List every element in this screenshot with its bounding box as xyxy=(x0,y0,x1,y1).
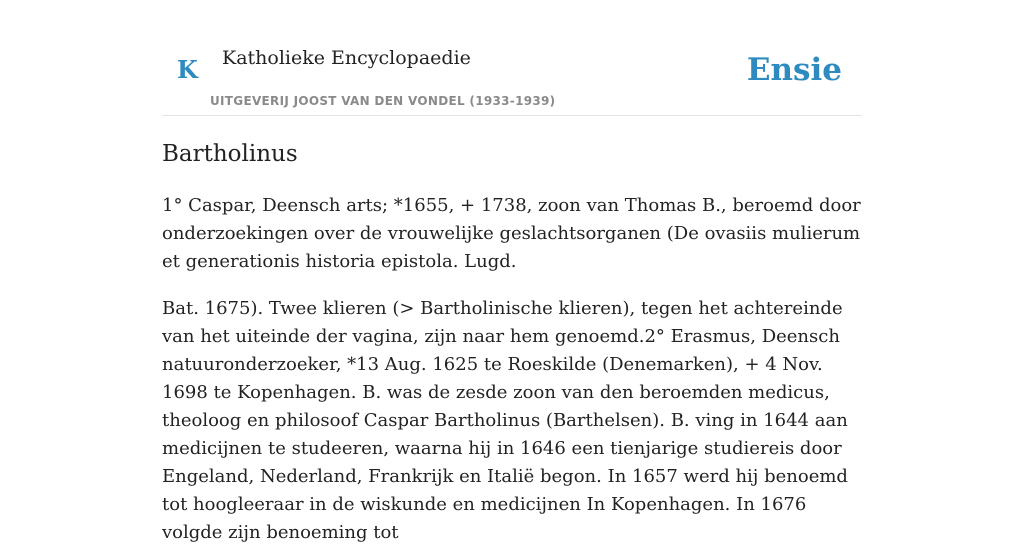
article xyxy=(162,138,862,547)
publisher-label: UITGEVERIJ JOOST VAN DEN VONDEL (1933-1939) xyxy=(210,94,556,108)
site-header xyxy=(162,0,862,116)
encyclopedia-logo-icon[interactable]: K xyxy=(177,55,198,84)
article-title: Bartholinus xyxy=(162,141,298,167)
encyclopedia-title-link[interactable]: Katholieke Encyclopaedie xyxy=(222,47,471,69)
article-paragraph: 1° Caspar, Deensch arts; *1655, + 1738, zoon van Thomas B., beroemd door onderzoekingen over de vrouwelijke geslachtsorganen (De ovasiis mulierum et generationis historia epistola. Lugd. xyxy=(162,195,861,272)
ensie-logo-link[interactable]: Ensie xyxy=(746,52,842,88)
article-paragraph: Bat. 1675). Twee klieren (> Bartholinische klieren), tegen het achtereinde van het uiteinde der vagina, zijn naar hem genoemd.2° Erasmus, Deensch natuuronderzoeker, *13 Aug. 1625 te Roeskilde (Denemarken), + 4 Nov. 1698 te Kopenhagen. B. was de zesde zoon van den beroemden medicus, theoloog en philosoof Caspar Bartholinus (Barthelsen). B. ving in 1644 aan medicijnen te studeeren, waarna hij in 1646 een tienjarige studiereis door Engeland, Nederland, Frankrijk en Italië begon. In 1657 werd hij benoemd tot hoogleeraar in de wiskunde en medicijnen In Kopenhagen. In 1676 volgde zijn benoeming tot xyxy=(162,298,848,543)
